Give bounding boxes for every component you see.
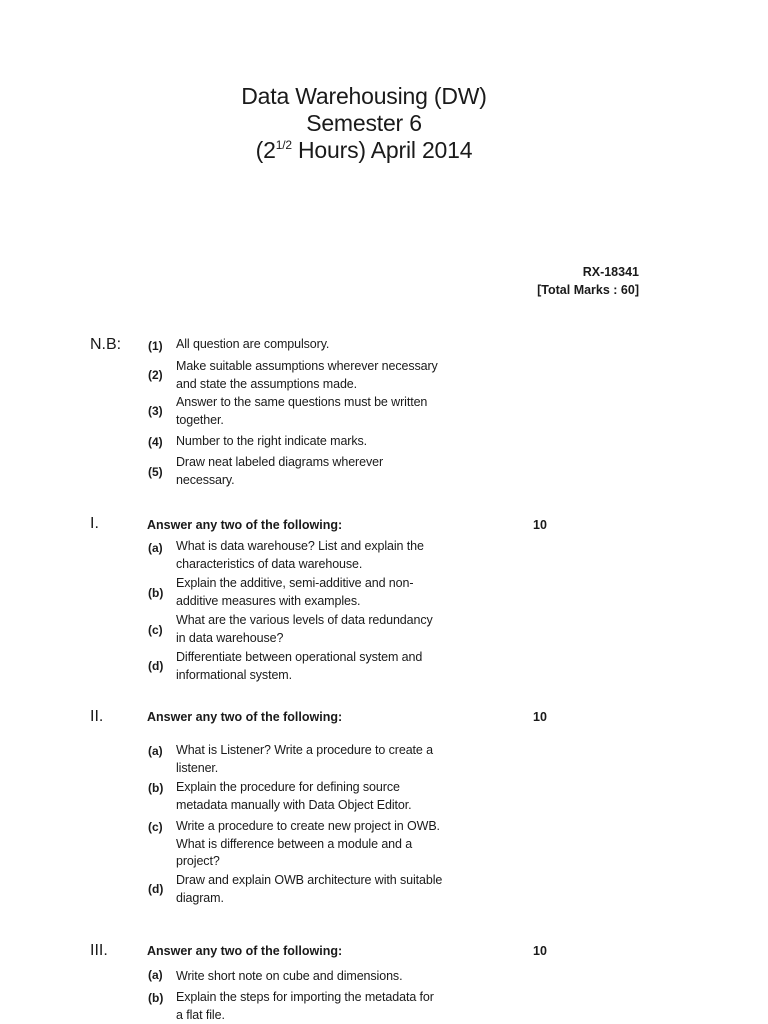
section-heading: Answer any two of the following: <box>147 518 343 532</box>
item-text: Explain the additive, semi-additive and non-additive measures with examples. <box>176 576 414 608</box>
paper-code: RX-18341 <box>582 265 639 279</box>
item-text: Number to the right indicate marks. <box>176 434 368 448</box>
item-text: Differentiate between operational system and informational system. <box>176 650 423 682</box>
item-text: Answer to the same questions must be written together. <box>176 395 428 427</box>
section-marks: 10 <box>533 710 547 724</box>
exam-semester: Semester 6 <box>306 110 422 136</box>
section-label: III. <box>90 942 108 959</box>
item-number: (b) <box>148 781 164 795</box>
item-text: Make suitable assumptions wherever necessary and state the assumptions made. <box>176 359 438 391</box>
section-label: II. <box>90 708 104 725</box>
exam-title: Data Warehousing (DW) <box>241 83 487 109</box>
section-label: I. <box>90 515 99 532</box>
item-number: (d) <box>148 659 164 673</box>
item-text: Write short note on cube and dimensions. <box>176 969 403 983</box>
paper-reference <box>537 263 639 299</box>
total-marks: [Total Marks : 60] <box>537 283 639 297</box>
duration-suffix: Hours) April 2014 <box>291 137 473 163</box>
duration-fraction: 1/2 <box>275 138 292 152</box>
item-text: All question are compulsory. <box>176 337 330 351</box>
exam-title-block <box>0 83 728 164</box>
exam-duration <box>0 137 728 164</box>
section-heading: Answer any two of the following: <box>147 710 343 724</box>
item-number: (b) <box>148 586 164 600</box>
item-number: (5) <box>148 465 163 479</box>
item-text: Explain the steps for importing the metadata for a flat file. <box>176 990 434 1022</box>
item-number: (d) <box>148 882 164 896</box>
item-number: (c) <box>148 820 163 834</box>
item-text: Draw neat labeled diagrams wherever necessary. <box>176 455 384 487</box>
duration-prefix: (2 <box>255 137 276 163</box>
item-text: Draw and explain OWB architecture with suitable diagram. <box>176 873 443 905</box>
item-number: (3) <box>148 404 163 418</box>
item-number: (4) <box>148 435 163 449</box>
section-heading: Answer any two of the following: <box>147 944 343 958</box>
item-text: What are the various levels of data redundancy in data warehouse? <box>176 613 433 645</box>
item-number: (c) <box>148 623 163 637</box>
item-number: (2) <box>148 368 163 382</box>
item-number: (a) <box>148 541 163 555</box>
item-text: Write a procedure to create new project in OWB. What is difference between a module and a project? <box>176 819 440 868</box>
item-number: (1) <box>148 339 163 353</box>
item-number: (b) <box>148 991 164 1005</box>
item-text: What is Listener? Write a procedure to create a listener. <box>176 743 434 775</box>
nb-label: N.B: <box>90 336 122 353</box>
section-marks: 10 <box>533 518 547 532</box>
item-text: Explain the procedure for defining source metadata manually with Data Object Editor. <box>176 780 412 812</box>
item-number: (a) <box>148 744 163 758</box>
item-number: (a) <box>148 968 163 982</box>
section-marks: 10 <box>533 944 547 958</box>
item-text: What is data warehouse? List and explain the characteristics of data warehouse. <box>176 539 424 571</box>
